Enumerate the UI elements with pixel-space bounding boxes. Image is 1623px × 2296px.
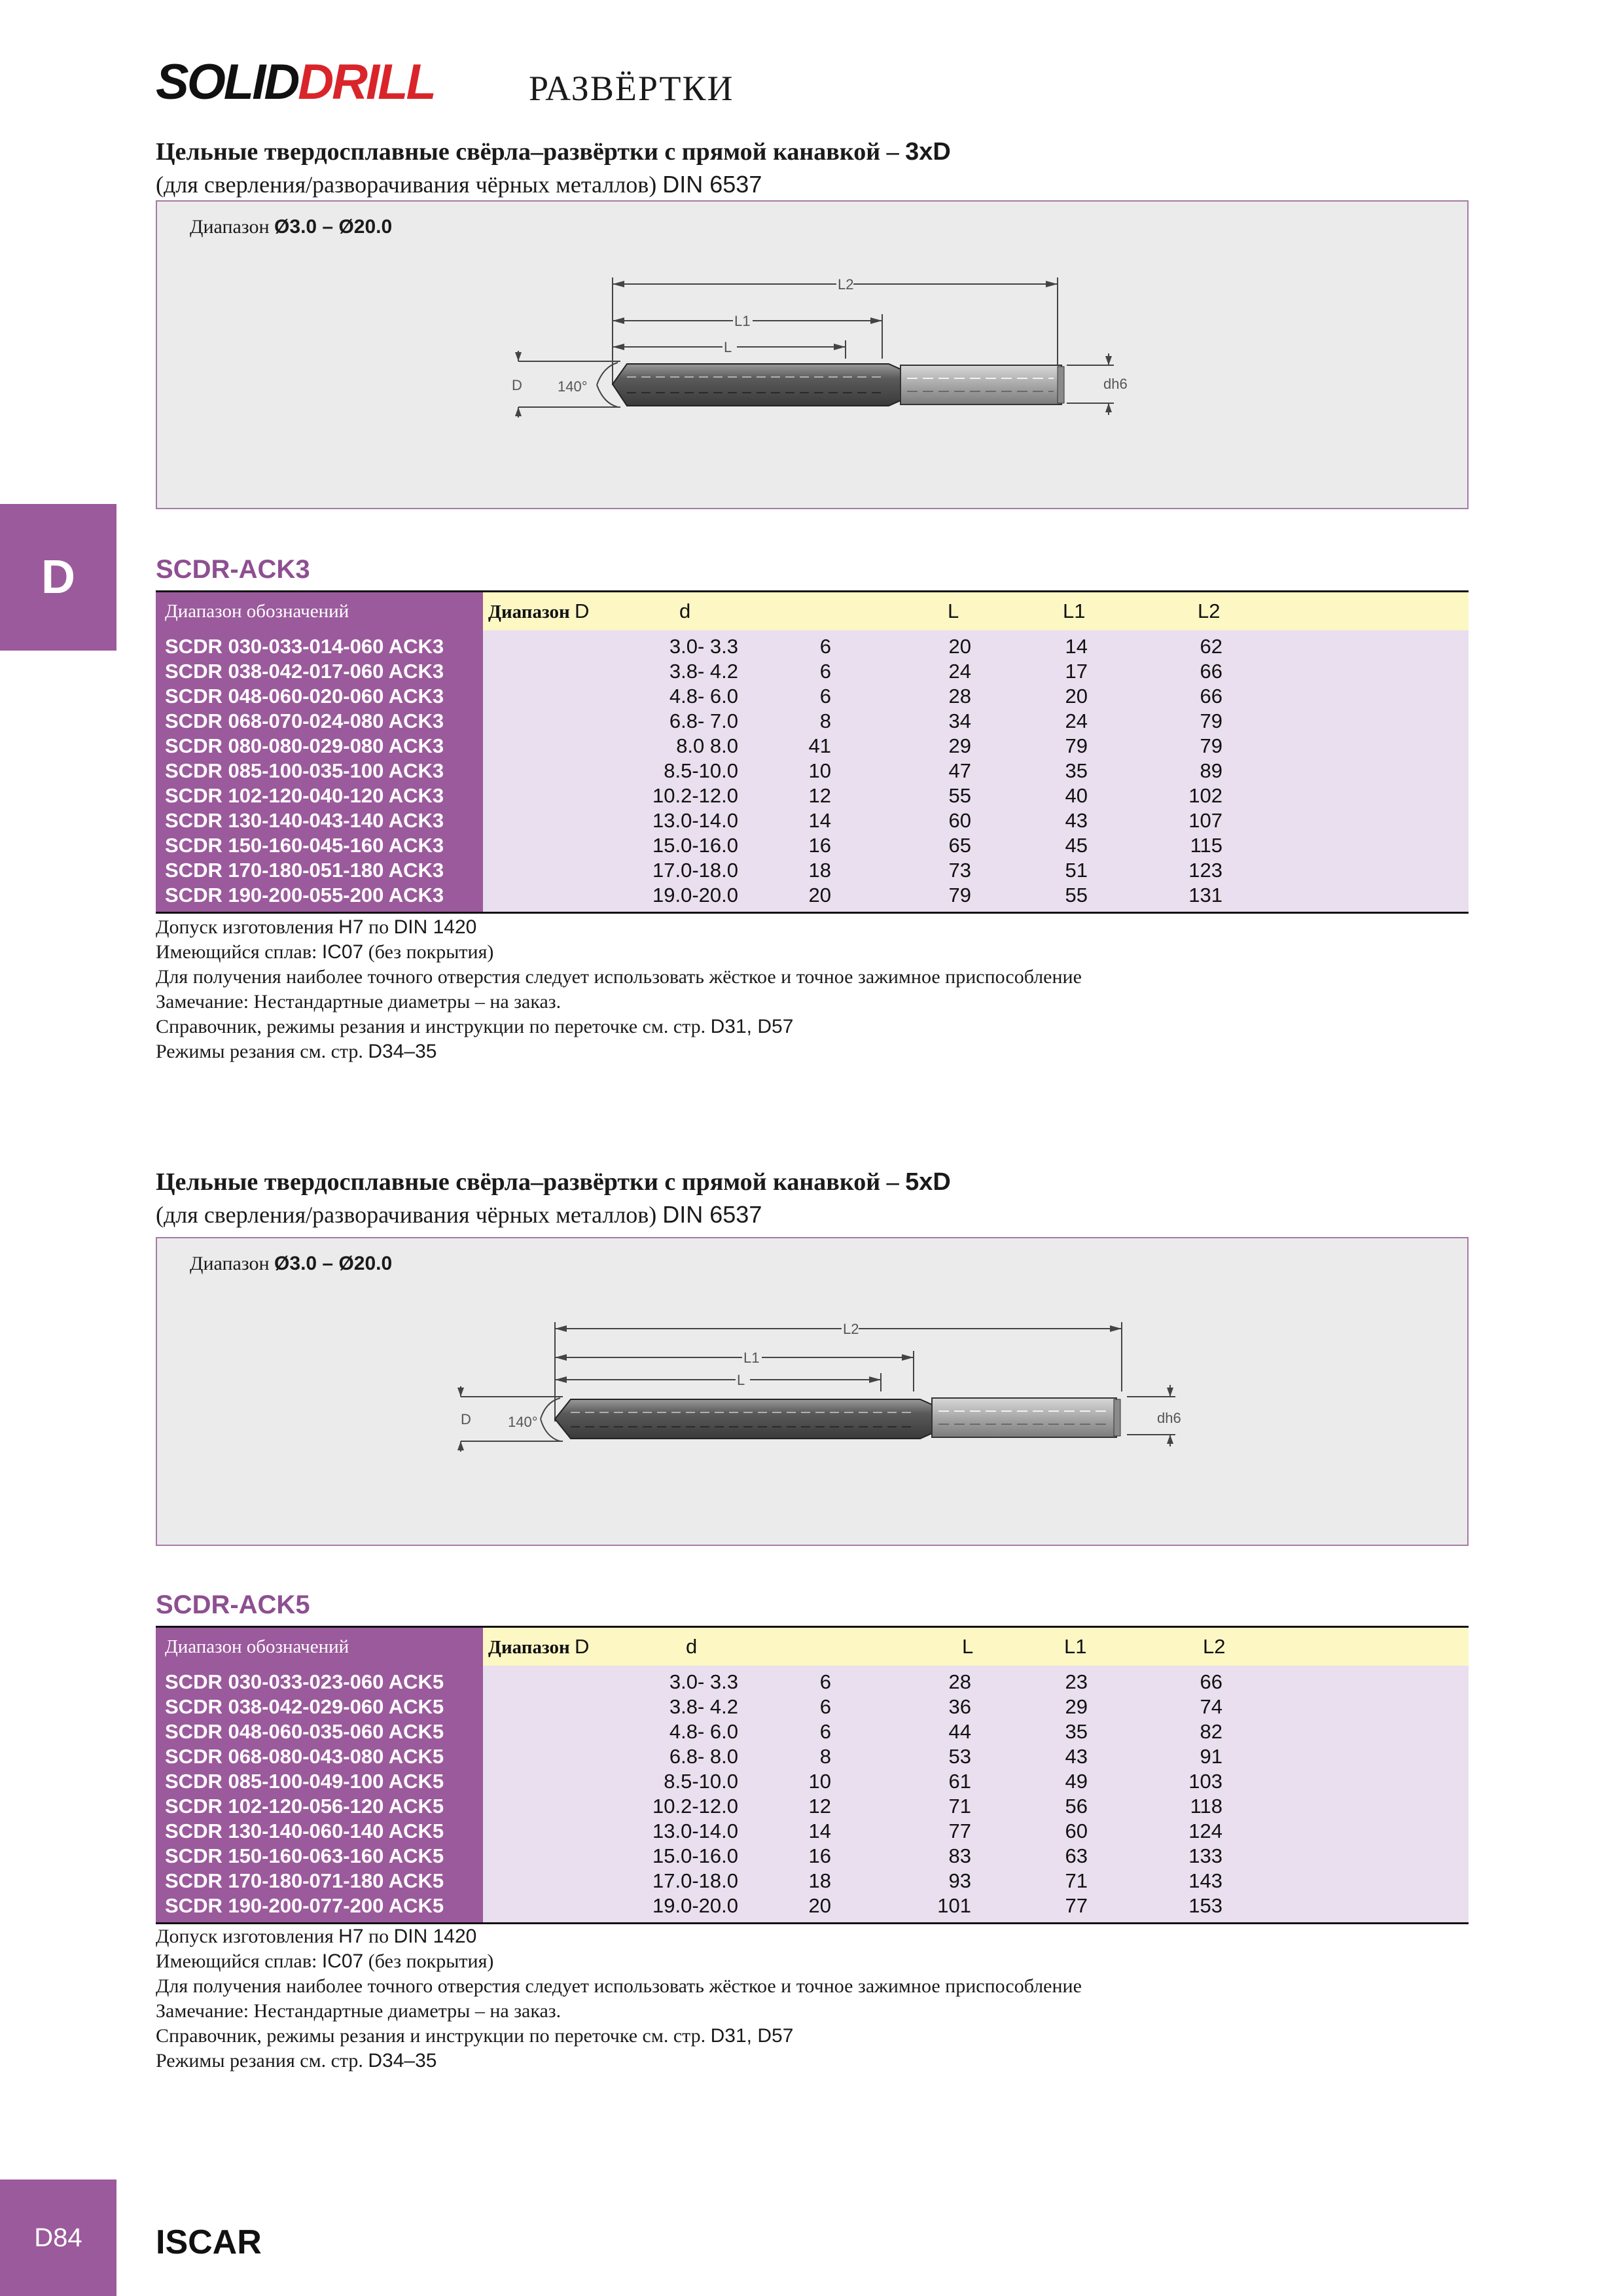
header-range-word: Диапазон (488, 601, 575, 622)
cell-designation: SCDR 190-200-077-200 ACK5 (165, 1894, 444, 1917)
note-cutting-b: D34–35 (368, 1041, 437, 1062)
cell-l2: 66 (1200, 660, 1222, 683)
note-cutting-a: Режимы резания см. стр. (156, 1041, 368, 1062)
logo-solid-text: SOLID (156, 54, 298, 110)
note-reference-a: Справочник, режимы резания и инструкции по переточке см. стр. (156, 2025, 711, 2047)
header-L1: L1 (1064, 1635, 1087, 1658)
cell-d: 16 (808, 1844, 831, 1867)
cell-l2: 62 (1200, 635, 1222, 658)
table-row (156, 1719, 1469, 1744)
dim-L: L (724, 339, 732, 355)
logo-drill-text: DRILL (298, 54, 435, 110)
note-grade-b: IC07 (321, 941, 364, 963)
drill-drawing (157, 1238, 1470, 1547)
header-designation: Диапазон обозначений (156, 1628, 483, 1666)
cell-range: 8.5-10.0 (664, 759, 738, 782)
cell-l1: 45 (1065, 834, 1088, 857)
cell-range: 3.8- 4.2 (669, 1695, 738, 1718)
cell-l1: 77 (1065, 1894, 1088, 1917)
note-tolerance (156, 1924, 1082, 1949)
cell-l1: 20 (1065, 685, 1088, 708)
note-remark: Замечание: Нестандартные диаметры – на заказ. (156, 991, 562, 1013)
table-row (156, 1819, 1469, 1844)
dim-angle: 140° (508, 1414, 538, 1430)
cell-l2: 82 (1200, 1720, 1222, 1743)
cell-l1: 49 (1065, 1770, 1088, 1793)
cell-designation: SCDR 030-033-014-060 ACK3 (165, 635, 444, 658)
cell-l: 47 (948, 759, 971, 782)
table-row (156, 709, 1469, 734)
notes (156, 1924, 1082, 2073)
cell-range: 6.8- 7.0 (669, 709, 738, 732)
cell-l2: 153 (1188, 1894, 1222, 1917)
cell-designation: SCDR 068-070-024-080 ACK3 (165, 709, 444, 732)
cell-l: 60 (948, 809, 971, 832)
cell-d: 18 (808, 1869, 831, 1892)
cell-l1: 35 (1065, 759, 1088, 782)
table-row (156, 1670, 1469, 1695)
section-subtitle (156, 1200, 762, 1229)
cell-l: 34 (948, 709, 971, 732)
cell-designation: SCDR 068-080-043-080 ACK5 (165, 1745, 444, 1768)
cell-l: 93 (948, 1869, 971, 1892)
cell-l2: 103 (1188, 1770, 1222, 1793)
cell-l2: 66 (1200, 685, 1222, 708)
cell-designation: SCDR 030-033-023-060 ACK5 (165, 1670, 444, 1693)
cell-range: 4.8- 6.0 (669, 1720, 738, 1743)
cell-l2: 66 (1200, 1670, 1222, 1693)
note-tolerance-a: Допуск изготовления (156, 1926, 339, 1947)
drill-diagram (156, 200, 1469, 509)
cell-l2: 89 (1200, 759, 1222, 782)
dim-L2: L2 (838, 276, 854, 293)
header-range-D: D (574, 1635, 590, 1658)
cell-l2: 107 (1188, 809, 1222, 832)
note-tolerance-b: H7 (338, 1926, 364, 1947)
cell-d: 6 (819, 1720, 831, 1743)
table-row (156, 883, 1469, 908)
section-subtitle-standard: DIN 6537 (662, 171, 762, 198)
cell-l1: 71 (1065, 1869, 1088, 1892)
table-row (156, 684, 1469, 709)
cell-l2: 131 (1188, 884, 1222, 906)
cell-range: 6.8- 8.0 (669, 1745, 738, 1768)
cell-range: 19.0-20.0 (652, 884, 738, 906)
cell-designation: SCDR 190-200-055-200 ACK3 (165, 884, 444, 906)
cell-d: 12 (808, 784, 831, 807)
cell-range: 17.0-18.0 (652, 859, 738, 882)
cell-designation: SCDR 048-060-020-060 ACK3 (165, 685, 444, 708)
cell-l2: 123 (1188, 859, 1222, 882)
cell-l: 61 (948, 1770, 971, 1793)
cell-l1: 24 (1065, 709, 1088, 732)
header-L2: L2 (1198, 600, 1221, 622)
section-title-ratio: 3xD (905, 138, 951, 166)
solid-drill-logo (156, 54, 435, 110)
cell-designation: SCDR 102-120-040-120 ACK3 (165, 784, 444, 807)
cell-l1: 23 (1065, 1670, 1088, 1693)
range-value: Ø3.0 – Ø20.0 (274, 1253, 393, 1274)
note-grade (156, 940, 1082, 965)
cell-l1: 43 (1065, 809, 1088, 832)
note-tolerance-c: по (363, 1926, 394, 1947)
cell-d: 16 (808, 834, 831, 857)
header-L: L (962, 1635, 974, 1658)
header-L2: L2 (1203, 1635, 1226, 1658)
cell-l2: 79 (1200, 709, 1222, 732)
note-reference-b: D31, D57 (710, 1016, 794, 1037)
cell-l1: 56 (1065, 1795, 1088, 1818)
note-cutting-a: Режимы резания см. стр. (156, 2050, 368, 2072)
note-tolerance-b: H7 (338, 916, 364, 938)
table-row (156, 1893, 1469, 1918)
table-bottom-rule (156, 912, 1469, 914)
cell-l2: 133 (1188, 1844, 1222, 1867)
section-title (156, 137, 951, 168)
cell-l1: 29 (1065, 1695, 1088, 1718)
note-reference (156, 2024, 1082, 2049)
cell-d: 6 (819, 635, 831, 658)
cell-l1: 79 (1065, 734, 1088, 757)
cell-d: 10 (808, 759, 831, 782)
cell-l1: 60 (1065, 1820, 1088, 1842)
cell-range: 10.2-12.0 (652, 1795, 738, 1818)
cell-l: 53 (948, 1745, 971, 1768)
cell-d: 20 (808, 1894, 831, 1917)
note-reference-b: D31, D57 (710, 2025, 794, 2047)
note-tolerance-a: Допуск изготовления (156, 916, 339, 938)
section-subtitle-text: (для сверления/разворачивания чёрных металлов) (156, 1202, 663, 1228)
cell-l1: 63 (1065, 1844, 1088, 1867)
cell-designation: SCDR 085-100-035-100 ACK3 (165, 759, 444, 782)
note-grade-c: (без покрытия) (363, 941, 494, 963)
note-cutting-b: D34–35 (368, 2050, 437, 2072)
cell-l: 29 (948, 734, 971, 757)
note-cutting (156, 1039, 1082, 1064)
cell-designation: SCDR 102-120-056-120 ACK5 (165, 1795, 444, 1818)
section-subtitle (156, 170, 762, 199)
note-grade-a: Имеющийся сплав: (156, 1950, 322, 1972)
cell-d: 6 (819, 1695, 831, 1718)
dim-L: L (737, 1372, 745, 1388)
header-range-word: Диапазон (488, 1637, 575, 1658)
product-code: SCDR-ACK5 (156, 1590, 310, 1619)
drill-diagram (156, 1237, 1469, 1546)
cell-designation: SCDR 170-180-051-180 ACK3 (165, 859, 444, 882)
cell-l1: 55 (1065, 884, 1088, 906)
cell-range: 15.0-16.0 (652, 834, 738, 857)
cell-l1: 40 (1065, 784, 1088, 807)
cell-d: 8 (819, 1745, 831, 1768)
cell-l2: 118 (1190, 1795, 1222, 1818)
range-label: Диапазон (190, 216, 275, 238)
cell-l: 36 (948, 1695, 971, 1718)
section-title-ratio: 5xD (905, 1168, 951, 1196)
cell-l1: 35 (1065, 1720, 1088, 1743)
note-remark: Замечание: Нестандартные диаметры – на заказ. (156, 2000, 562, 2022)
header-d: d (686, 1635, 698, 1658)
cell-d: 20 (808, 884, 831, 906)
cell-d: 14 (808, 809, 831, 832)
cell-designation: SCDR 150-160-045-160 ACK3 (165, 834, 444, 857)
table-header (483, 1628, 1469, 1666)
cell-d: 8 (819, 709, 831, 732)
note-grade-c: (без покрытия) (363, 1950, 494, 1972)
cell-d: 18 (808, 859, 831, 882)
cell-l: 101 (937, 1894, 971, 1917)
cell-l1: 17 (1065, 660, 1088, 683)
table-row (156, 734, 1469, 759)
cell-designation: SCDR 085-100-049-100 ACK5 (165, 1770, 444, 1793)
cell-designation: SCDR 130-140-043-140 ACK3 (165, 809, 444, 832)
dim-D: D (512, 377, 522, 393)
dim-L1: L1 (734, 313, 751, 329)
table-row (156, 858, 1469, 883)
cell-l2: 143 (1188, 1869, 1222, 1892)
dim-angle: 140° (558, 378, 588, 395)
dim-D: D (461, 1411, 471, 1427)
cell-designation: SCDR 130-140-060-140 ACK5 (165, 1820, 444, 1842)
cell-range: 3.8- 4.2 (669, 660, 738, 683)
cell-d: 6 (819, 660, 831, 683)
cell-l: 55 (948, 784, 971, 807)
cell-l: 44 (948, 1720, 971, 1743)
cell-l: 65 (948, 834, 971, 857)
cell-l: 20 (948, 635, 971, 658)
header-range (483, 592, 630, 630)
cell-designation: SCDR 150-160-063-160 ACK5 (165, 1844, 444, 1867)
dim-dh6: dh6 (1103, 376, 1128, 392)
note-tolerance-d: DIN 1420 (393, 1926, 477, 1947)
cell-designation: SCDR 170-180-071-180 ACK5 (165, 1869, 444, 1892)
table-row (156, 808, 1469, 833)
header-d: d (679, 600, 691, 622)
cell-range: 4.8- 6.0 (669, 685, 738, 708)
table-row (156, 1869, 1469, 1893)
table-row (156, 1844, 1469, 1869)
page-title: РАЗВЁРТКИ (529, 69, 734, 108)
cell-l: 24 (948, 660, 971, 683)
cell-l1: 43 (1065, 1745, 1088, 1768)
note-grade-a: Имеющийся сплав: (156, 941, 322, 963)
drill-drawing (157, 202, 1470, 511)
cell-l: 79 (948, 884, 971, 906)
cell-range: 13.0-14.0 (652, 809, 738, 832)
cell-l: 71 (948, 1795, 971, 1818)
cell-range: 19.0-20.0 (652, 1894, 738, 1917)
note-tolerance-d: DIN 1420 (393, 916, 477, 938)
table-row (156, 1695, 1469, 1719)
cell-range: 15.0-16.0 (652, 1844, 738, 1867)
note-tolerance-c: по (363, 916, 394, 938)
cell-range: 8.5-10.0 (664, 1770, 738, 1793)
note-grade (156, 1949, 1082, 1974)
section-title (156, 1168, 951, 1198)
note-fixture: Для получения наиболее точного отверстия следует использовать жёсткое и точное зажимное приспособление (156, 966, 1082, 988)
note-tolerance (156, 915, 1082, 940)
header-range-D: D (574, 600, 590, 622)
section-title-text: Цельные твердосплавные свёрла–развёртки с прямой канавкой – (156, 138, 906, 166)
header-L: L (948, 600, 959, 622)
product-code: SCDR-ACK3 (156, 555, 310, 584)
dim-L2: L2 (843, 1321, 859, 1337)
cell-l: 77 (948, 1820, 971, 1842)
cell-range: 3.0- 3.3 (669, 1670, 738, 1693)
cell-l2: 115 (1190, 834, 1222, 857)
section-title-text: Цельные твердосплавные свёрла–развёртки с прямой канавкой – (156, 1168, 906, 1196)
cell-l: 28 (948, 685, 971, 708)
cell-l2: 79 (1200, 734, 1222, 757)
table-row (156, 634, 1469, 659)
cell-d: 6 (819, 685, 831, 708)
cell-l2: 124 (1188, 1820, 1222, 1842)
cell-d: 41 (808, 734, 831, 757)
brand-logo: ISCAR (156, 2223, 262, 2261)
cell-designation: SCDR 080-080-029-080 ACK3 (165, 734, 444, 757)
note-grade-b: IC07 (321, 1950, 364, 1972)
cell-d: 6 (819, 1670, 831, 1693)
cell-designation: SCDR 038-042-029-060 ACK5 (165, 1695, 444, 1718)
section-subtitle-standard: DIN 6537 (662, 1201, 762, 1228)
table-row (156, 783, 1469, 808)
cell-l: 28 (948, 1670, 971, 1693)
note-reference (156, 1014, 1082, 1039)
cell-range: 10.2-12.0 (652, 784, 738, 807)
table-row (156, 759, 1469, 783)
header-range (483, 1628, 630, 1666)
cell-l: 73 (948, 859, 971, 882)
note-reference-a: Справочник, режимы резания и инструкции по переточке см. стр. (156, 1016, 711, 1037)
cell-l1: 51 (1065, 859, 1088, 882)
table-row (156, 1769, 1469, 1794)
dim-L1: L1 (743, 1350, 760, 1366)
table-header (483, 592, 1469, 630)
header-L1: L1 (1063, 600, 1086, 622)
cell-l2: 74 (1200, 1695, 1222, 1718)
table-row (156, 1744, 1469, 1769)
cell-d: 10 (808, 1770, 831, 1793)
range-value: Ø3.0 – Ø20.0 (274, 216, 393, 238)
cell-designation: SCDR 048-060-035-060 ACK5 (165, 1720, 444, 1743)
cell-l2: 102 (1188, 784, 1222, 807)
table-row (156, 1794, 1469, 1819)
range-label: Диапазон (190, 1253, 275, 1274)
cell-range: 8.0 8.0 (676, 734, 738, 757)
dim-dh6: dh6 (1157, 1410, 1181, 1426)
note-fixture: Для получения наиболее точного отверстия следует использовать жёсткое и точное зажимное приспособление (156, 1975, 1082, 1997)
section-subtitle-text: (для сверления/разворачивания чёрных металлов) (156, 171, 663, 198)
cell-designation: SCDR 038-042-017-060 ACK3 (165, 660, 444, 683)
cell-l2: 91 (1200, 1745, 1222, 1768)
section-tab: D (0, 504, 116, 651)
page-number: D84 (0, 2179, 116, 2296)
cell-d: 12 (808, 1795, 831, 1818)
table-row (156, 833, 1469, 858)
cell-range: 17.0-18.0 (652, 1869, 738, 1892)
header-designation: Диапазон обозначений (156, 592, 483, 630)
cell-range: 13.0-14.0 (652, 1820, 738, 1842)
note-cutting (156, 2049, 1082, 2073)
notes (156, 915, 1082, 1064)
table-row (156, 659, 1469, 684)
cell-d: 14 (808, 1820, 831, 1842)
cell-l: 83 (948, 1844, 971, 1867)
cell-l1: 14 (1065, 635, 1088, 658)
cell-range: 3.0- 3.3 (669, 635, 738, 658)
